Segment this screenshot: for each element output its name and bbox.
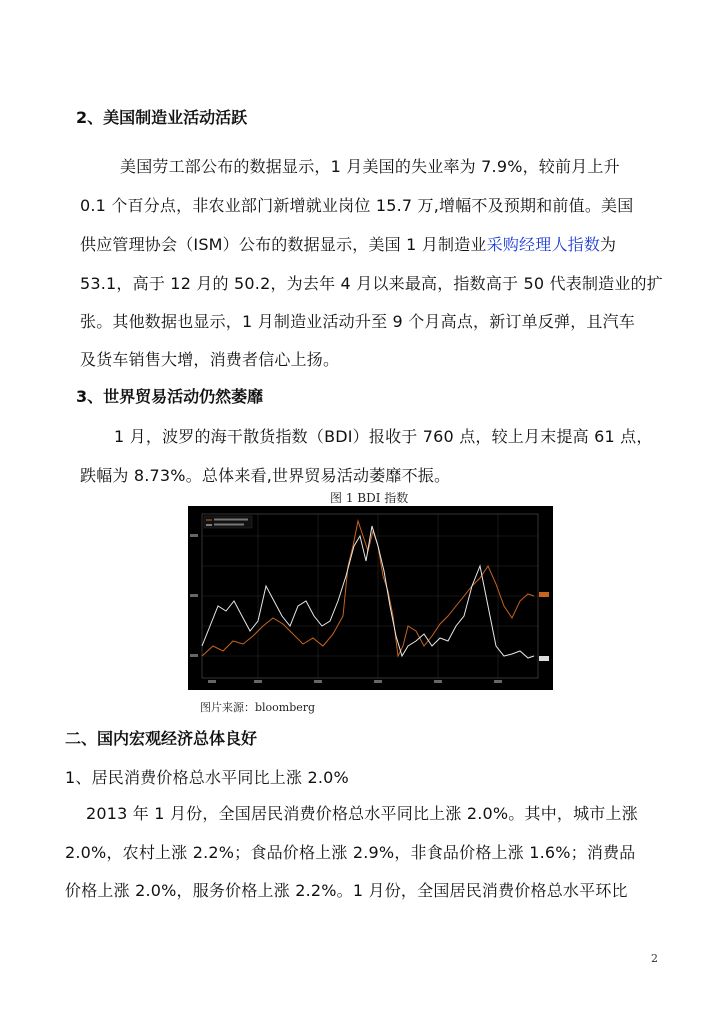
heading-us-manufacturing: 2、美国制造业活动活跃 [76,108,248,127]
us-para-line-3-pre: 供应管理协会（ISM）公布的数据显示，美国 1 月制造业 [80,235,487,254]
figure-source: 图片来源：bloomberg [200,701,316,714]
bdi-chart-image [188,506,553,690]
us-para-line-3 [80,232,616,255]
us-para-line-4: 53.1，高于 12 月的 50.2，为去年 4 月以来最高，指数高于 50 代表制造业的扩 [80,274,663,293]
heading-cpi-text: 1、居民消费价格总水平同比上涨 2.0% [65,768,349,787]
cpi-para-line-2: 2.0%，农村上涨 2.2%；食品价格上涨 2.9%，非食品价格上涨 1.6%；消费品 [65,843,636,862]
us-para-line-2: 0.1 个百分点，非农业部门新增就业岗位 15.7 万,增幅不及预期和前值。美国 [80,196,634,215]
us-para-line-1: 美国劳工部公布的数据显示，1 月美国的失业率为 7.9%，较前月上升 [120,157,620,176]
trade-para-line-1: 1 月，波罗的海干散货指数（BDI）报收于 760 点，较上月末提高 61 点， [114,427,653,446]
figure-caption: 图 1 BDI 指数 [330,491,409,505]
us-para-line-6: 及货车销售大增，消费者信心上扬。 [80,350,340,369]
bdi-chart-svg [188,506,553,690]
page-number: 2 [651,952,658,965]
pmi-link[interactable]: 采购经理人指数 [486,235,601,254]
us-para-line-5: 张。其他数据也显示，1 月制造业活动升至 9 个月高点，新订单反弹，且汽车 [80,312,636,331]
cpi-para-line-3: 价格上涨 2.0%，服务价格上涨 2.2%。1 月份，全国居民消费价格总水平环比 [65,881,628,900]
heading-world-trade: 3、世界贸易活动仍然萎靡 [76,387,264,406]
us-para-line-3-post: 为 [600,235,617,254]
trade-para-line-2: 跌幅为 8.73%。总体来看,世界贸易活动萎靡不振。 [80,466,451,485]
heading-domestic: 二、国内宏观经济总体良好 [65,729,258,748]
heading-cpi [65,765,349,788]
cpi-para-line-1: 2013 年 1 月份，全国居民消费价格总水平同比上涨 2.0%。其中，城市上涨 [86,804,638,823]
chart-legend [204,516,252,528]
